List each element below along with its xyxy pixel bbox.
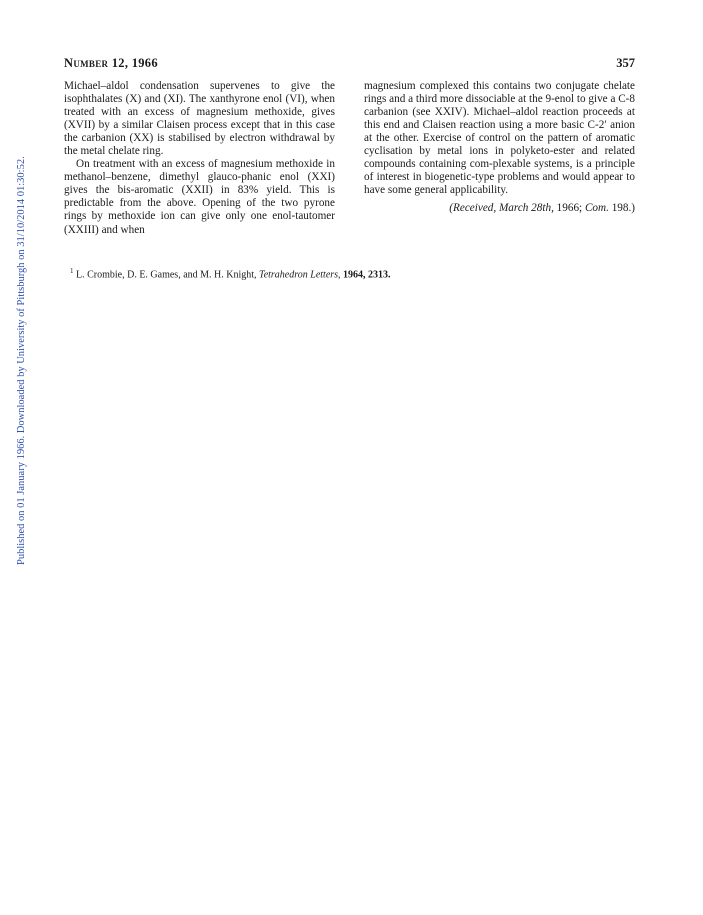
right-paragraph-1: magnesium complexed this contains two conjugate chelate rings and a third more dissociable at the 9-enol to give a C-8 carbanion (see XXIV). Michael–aldol reaction proceeds at this end and Claisen reaction using a more basic C-2′ anion at the other. Exercise of control on the pattern of aromatic cyclisation by metal ions in polyketo-ester and related compounds containing com-plexable systems, is a principle of interest in biogenetic-type problems and would appear to have some general applicability. xyxy=(364,80,635,197)
download-watermark xyxy=(4,60,27,580)
communication-label: Com. xyxy=(584,202,609,215)
journal-issue: Number 12, 1966 xyxy=(64,56,158,70)
footnote-journal: Tetrahedron Letters, xyxy=(259,269,341,281)
received-year: 1966; xyxy=(556,202,583,215)
left-column xyxy=(64,80,335,237)
communication-number: 198.) xyxy=(611,202,635,215)
received-date: (Received, March 28th, xyxy=(449,202,554,215)
footnote xyxy=(70,265,635,281)
left-paragraph-1: Michael–aldol condensation supervenes to give the isophthalates (X) and (XI). The xanthyrone enol (VI), when treated with an excess of magnesium methoxide, gives (XVII) by a similar Claisen process except that in this case the carbanion (XX) is stabilised by electron withdrawal by the metal chelate ring. xyxy=(64,80,335,158)
page-header xyxy=(64,56,635,72)
right-column xyxy=(364,80,635,215)
page-number: 357 xyxy=(616,56,635,70)
watermark-text: Published on 01 January 1966. Downloaded by University of Pittsburgh on 31/10/2014 01:30:52. xyxy=(16,156,27,565)
footnote-citation: 1964, 2313. xyxy=(343,269,391,281)
received-line xyxy=(364,202,635,215)
footnote-marker: 1 xyxy=(70,267,74,275)
left-paragraph-2: On treatment with an excess of magnesium methoxide in methanol–benzene, dimethyl glauco-phanic enol (XXI) gives the bis-aromatic (XXII) in 83% yield. This is predictable from the above. Opening of the two pyrone rings by methoxide ion can give only one enol-tautomer (XXIII) and when xyxy=(64,158,335,236)
footnote-authors: L. Crombie, D. E. Games, and M. H. Knight, xyxy=(76,269,257,281)
